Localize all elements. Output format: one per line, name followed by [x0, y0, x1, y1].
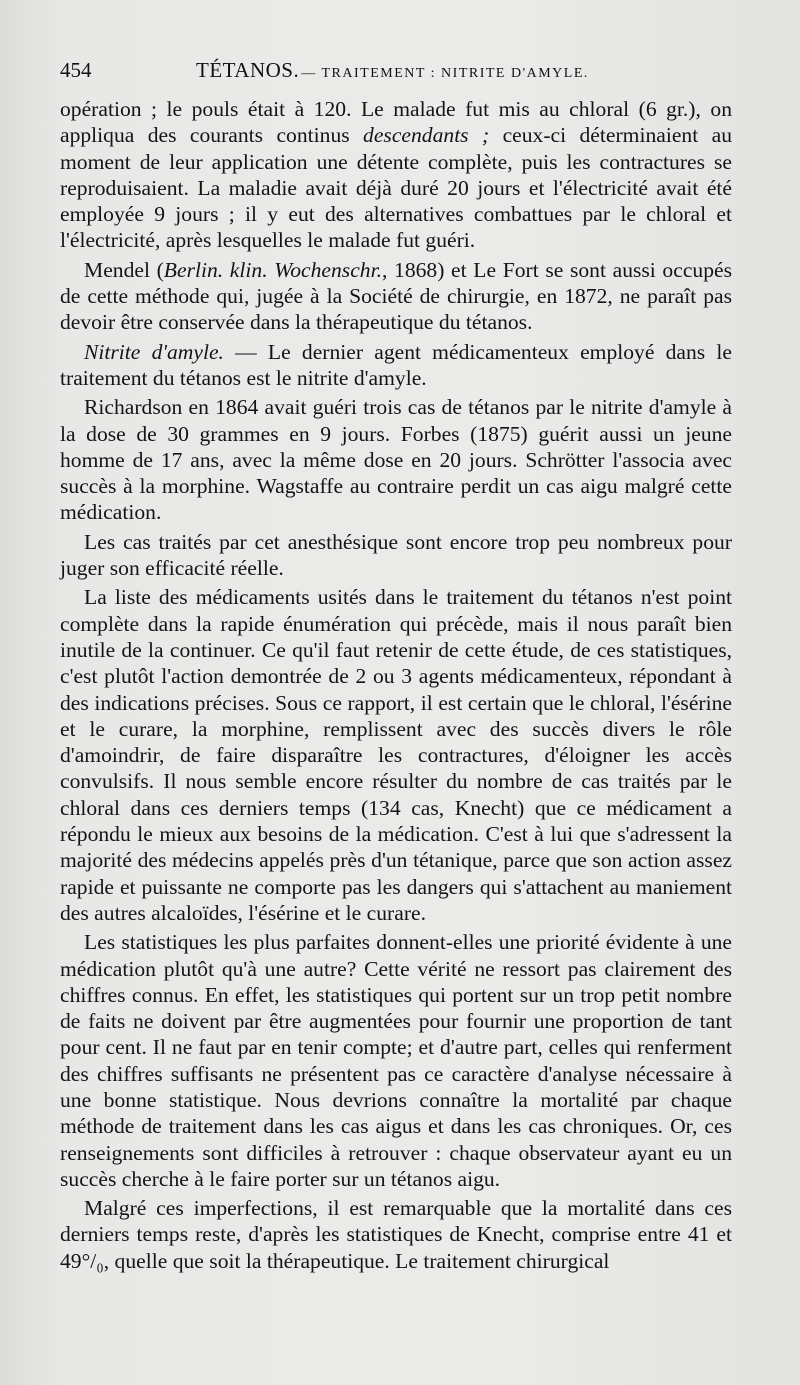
paragraph: [60, 96, 732, 254]
body-text: [60, 96, 732, 1274]
paragraph: [60, 257, 732, 336]
page-number: 454: [60, 58, 92, 82]
text-run: ceux-ci déterminaient au moment de leur application une détente complète, puis les contractures se reproduisaient. La maladie avait déjà duré 20 jours et l'électricité avait été employée 9 jours ; il y eut des alternatives combattues par le chloral et l'électricité, après lesquelles le malade fut guéri.: [60, 123, 733, 253]
text-run: Malgré ces imperfections, il est remarquable que la mortalité dans ces derniers temps reste, d'après les statistiques de Knecht, comprise entre 41 et 49°/₀, quelle que soit la thérapeutique. Le traitement chirurgical: [60, 1196, 732, 1273]
text-run: Mendel (: [84, 257, 164, 282]
text-run-italic: Nitrite d'amyle.: [84, 339, 224, 364]
paragraph: [60, 1195, 732, 1274]
paragraph: [60, 929, 732, 1192]
running-header: [60, 58, 766, 96]
text-run-italic: descendants ;: [363, 123, 490, 148]
text-run: — Le dernier agent médicamenteux employé dans le traitement du tétanos est le nitrite d'amyle.: [60, 339, 732, 390]
text-run: opération ; le pouls était à 120. Le malade fut mis au chloral (6 gr.), on appliqua des courants continus: [60, 97, 732, 148]
running-subtitle: — TRAITEMENT : NITRITE D'AMYLE.: [301, 66, 589, 81]
text-run-italic: Berlin. klin. Wochenschr.: [163, 257, 382, 282]
text-run: Les statistiques les plus parfaites donnent-elles une priorité évidente à une médication plutôt qu'à une autre? Cette vérité ne ressort pas clairement des chiffres connus. En effet, les statistiques qui portent sur un trop petit nombre de faits ne doivent par être augmentées pour fournir une proportion de tant pour cent. Il ne faut par en tenir compte; et d'autre part, celles qui renferment des chiffres suffisants ne présentent pas ce caractère d'analyse nécessaire à une bonne statistique. Nous devrions connaître la mortalité par chaque méthode de traitement dans les cas aigus et dans les cas chroniques. Or, ces renseignements sont difficiles à retrouver : chaque observateur ayant eu un succès cherche à le faire porter sur un tétanos aigu.: [60, 930, 732, 1191]
paragraph: [60, 529, 732, 582]
paragraph: [60, 394, 732, 525]
text-run: Richardson en 1864 avait guéri trois cas de tétanos par le nitrite d'amyle à la dose de 30 grammes en 9 jours. Forbes (1875) guérit aussi un jeune homme de 17 ans, avec la même dose en 20 jours. Schrötter l'associa avec succès à la morphine. Wagstaffe au contraire perdit un cas aigu malgré cette médication.: [60, 395, 732, 525]
running-title: TÉTANOS.: [196, 58, 300, 82]
text-run: Les cas traités par cet anesthésique sont encore trop peu nombreux pour juger son efficacité réelle.: [60, 529, 732, 581]
text-run: , 1868) et Le Fort se sont aussi occupés de cette méthode qui, jugée à la Société de chirurgie, en 1872, ne paraît pas devoir être conservée dans la thérapeutique du tétanos.: [60, 257, 732, 335]
paragraph: [60, 339, 732, 392]
text-run: La liste des médicaments usités dans le traitement du tétanos n'est point complète dans la rapide énumération qui précède, mais il nous paraît bien inutile de la continuer. Ce qu'il faut retenir de cette étude, de ces statistiques, c'est plutôt l'action demontrée de 2 ou 3 agents médicamenteux, répondant à des indications précises. Sous ce rapport, il est certain que le chloral, l'ésérine et le curare, la morphine, remplissent avec des succès divers le rôle d'amoindrir, de faire disparaître les contractures, d'éloigner les accès convulsifs. Il nous semble encore résulter du nombre de cas traités par le chloral dans ces derniers temps (134 cas, Knecht) que ce médicament a répondu le mieux aux besoins de la médication. C'est à lui que s'adressent la majorité des médecins appelés près d'un tétanique, parce que son action assez rapide et puissante ne comporte pas les dangers qui s'attachent au maniement des autres alcaloïdes, l'ésérine et le curare.: [60, 585, 732, 925]
paragraph: [60, 584, 732, 926]
